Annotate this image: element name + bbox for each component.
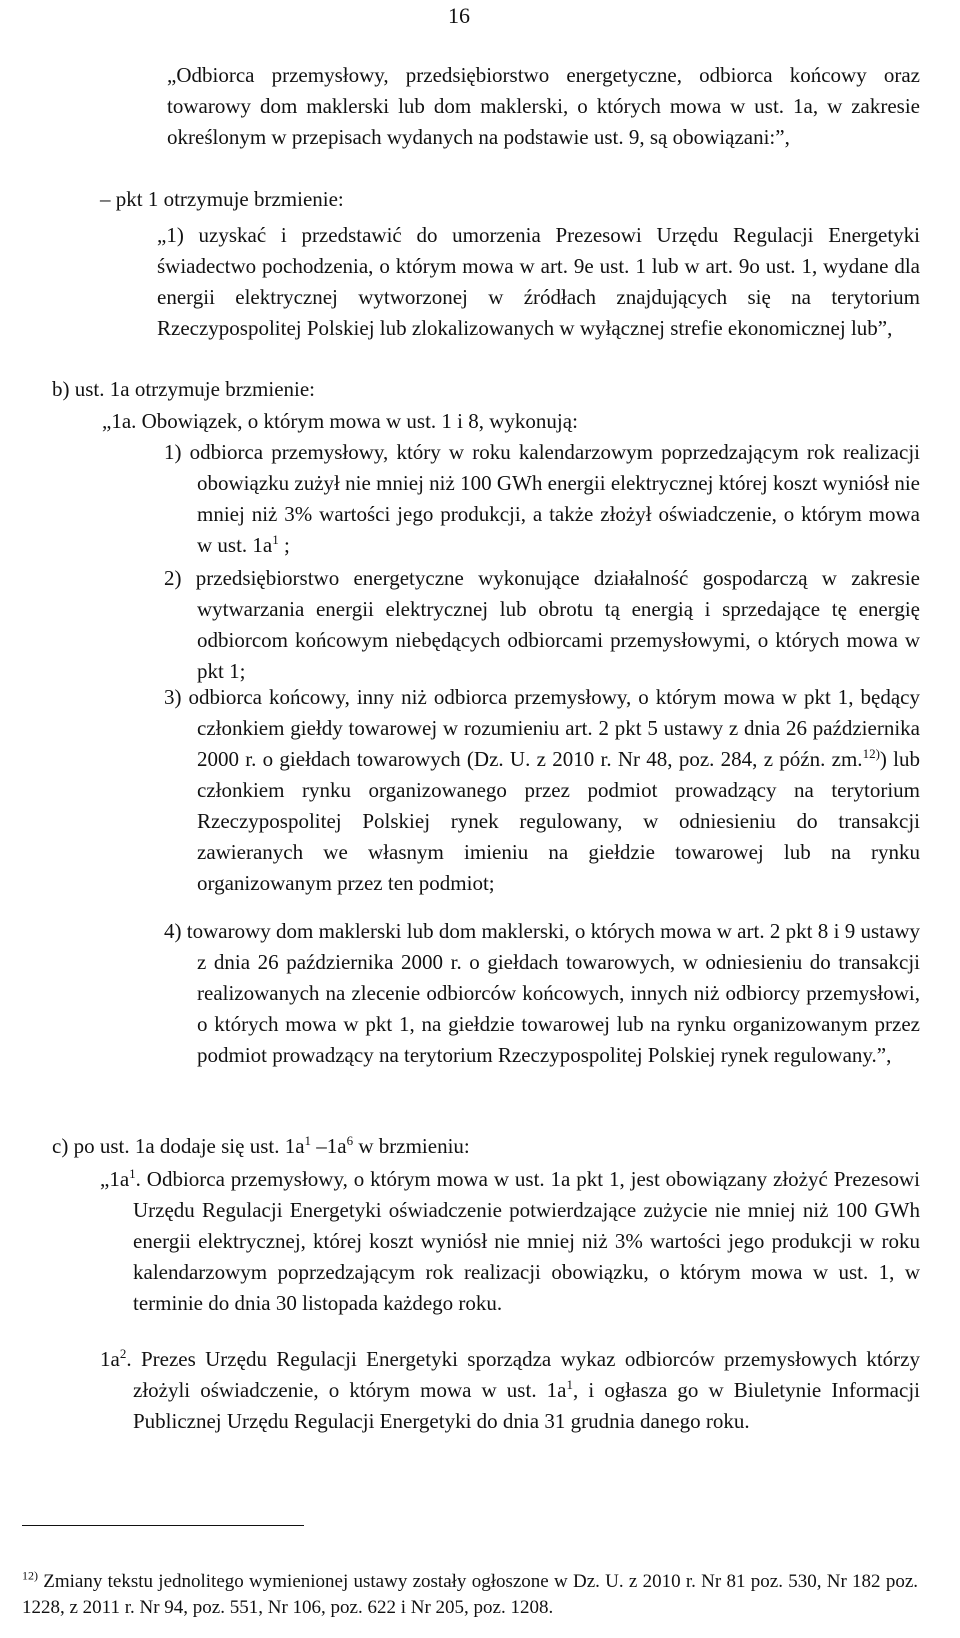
footnote-marker: 12) [22,1568,38,1583]
section-1a2-text: $1a^2$. Prezes Urzędu Regulacji Energetyki sporządza wykaz odbiorców przemysłowych którzy złożyli oświadczenie, o którym mowa w ust. $1a^1$, i ogłasza go w Biuletynie Informacji Publicznej Urzędu Regulacji Energetyki do dnia 31 grudnia danego roku. [100,1346,920,1433]
letter-b-heading: b) ust. 1a otrzymuje brzmienie: [52,377,316,401]
point-1-text: „1) uzyskać i przedstawić do umorzenia Prezesowi Urzędu Regulacji Energetyki świadectwo pochodzenia, o którym mowa w art. 9e ust. 1 lub w art. 9o ust. 1, wydane dla energii elektrycznej wytworzonej w źródłach znajdujących się na terytorium Rzeczypospolitej Polskiej lub zlokalizowanych w wyłącznej strefie ekonomicznej lub”, [157,223,920,340]
intro-paragraph: „Odbiorca przemysłowy, przedsiębiorstwo energetyczne, odbiorca końcowy oraz towarowy dom maklerski lub dom maklerski, o których mowa w ust. 1a, w zakresie określonym w przepisach wydanych na podstawie ust. 9, są obowiązani:”, [167,63,920,149]
list-item-3: 3) odbiorca końcowy, inny niż odbiorca przemysłowy, o którym mowa w pkt 1, będący członkiem giełdy towarowej w rozumieniu art. 2 pkt 5 ustawy z dnia 26 października 2000 r. o giełdach towarowych (Dz. U. z 2010 r. Nr 48, poz. 284, z późn. zm.$^{12)}$) lub członkiem rynku organizowanego przez podmiot prowadzący na terytorium Rzeczypospolitej Polskiej rynek regulowany, w odniesieniu do transakcji zawieranych we własnym imieniu na giełdzie towarowej lub na rynku organizowanym przez ten podmiot; [164,685,921,895]
footnote-12 [22,1569,918,1621]
list-item-4: 4) towarowy dom maklerski lub dom maklerski, o których mowa w art. 2 pkt 8 i 9 ustawy z dnia 26 października 2000 r. o giełdach towarowych, w odniesieniu do transakcji realizowanych na zlecenie odbiorców końcowych, innych niż odbiorcy przemysłowi, o których mowa w pkt 1, na giełdzie towarowej lub na rynku organizowanym przez podmiot prowadzący na terytorium Rzeczypospolitej Polskiej rynek regulowany.”, [164,919,920,1067]
section-1a1-text: $„1a^1$. Odbiorca przemysłowy, o którym mowa w ust. 1a pkt 1, jest obowiązany złożyć Prezesowi Urzędu Regulacji Energetyki oświadczenie potwierdzające zużycie nie mniej niż 100 GWh energii elektrycznej, której koszt wyniósł nie mniej niż 3% wartości jego produkcji w roku kalendarzowym poprzedzającym rok realizacji obowiązku, o którym mowa w ust. 1, w terminie do dnia 30 listopada każdego roku. [100,1166,920,1315]
list-item-1: 1) odbiorca przemysłowy, który w roku kalendarzowym poprzedzającym rok realizacji obowiązku zużył nie mniej niż 100 GWh energii elektrycznej której koszt wyniósł nie mniej niż 3% wartości jego produkcji, a także złożył oświadczenie, o którym mowa w ust. $1a^1$ ; [164,440,920,557]
section-1a-intro: „1a. Obowiązek, o którym mowa w ust. 1 i 8, wykonują: [102,409,578,433]
footnote-text: Zmiany tekstu jednolitego wymienionej ustawy zostały ogłoszone w Dz. U. z 2010 r. Nr 81 poz. 530, Nr 182 poz. 1228, z 2011 r. Nr 94, poz. 551, Nr 106, poz. 622 i Nr 205, poz. 1208. [22,1571,918,1618]
letter-c-heading: c) po ust. 1a dodaje się ust. $1a^1$ $-1a^6$ w brzmieniu: [52,1133,470,1158]
point-1-heading: – pkt 1 otrzymuje brzmienie: [100,187,344,211]
footnote-separator [22,1525,304,1526]
page-number: 16 [448,3,470,28]
list-item-2: 2) przedsiębiorstwo energetyczne wykonujące działalność gospodarczą w zakresie wytwarzania energii elektrycznej lub obrotu tą energią i sprzedające tę energię odbiorcom końcowym niebędących odbiorcami przemysłowymi, o których mowa w pkt 1; [164,566,920,683]
